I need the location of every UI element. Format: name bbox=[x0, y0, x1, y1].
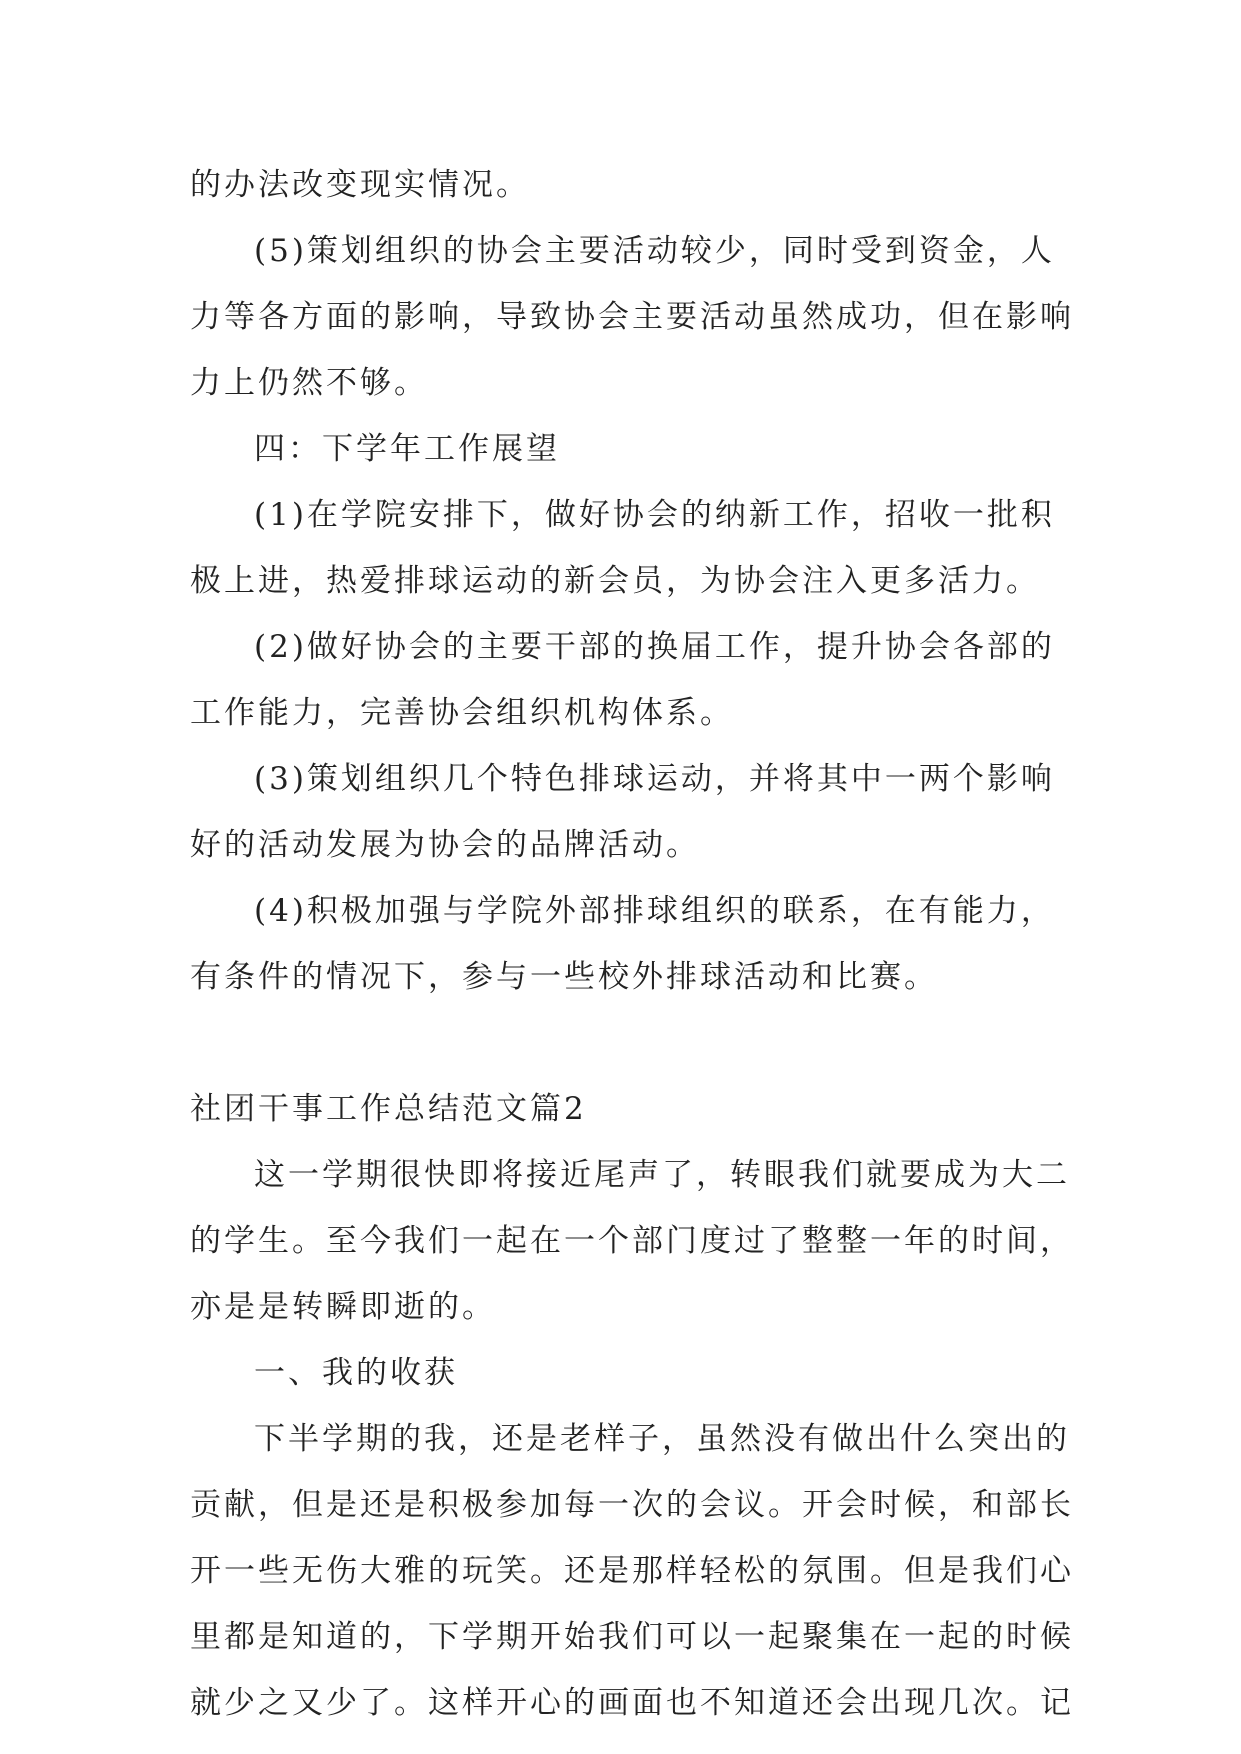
text-line: 开一些无伤大雅的玩笑。还是那样轻松的氛围。但是我们心 bbox=[190, 1553, 1074, 1589]
text-line: 就少之又少了。这样开心的画面也不知道还会出现几次。记 bbox=[190, 1685, 1074, 1721]
text-line: 贡献，但是还是积极参加每一次的会议。开会时候，和部长 bbox=[190, 1487, 1074, 1523]
text-line: 的学生。至今我们一起在一个部门度过了整整一年的时间， bbox=[190, 1223, 1074, 1259]
article-title: 社团干事工作总结范文篇2 bbox=[190, 1091, 587, 1127]
section-heading: 一、我的收获 bbox=[254, 1355, 458, 1391]
text-line: 里都是知道的，下学期开始我们可以一起聚集在一起的时候 bbox=[190, 1619, 1074, 1655]
text-line: 力上仍然不够。 bbox=[190, 365, 428, 401]
text-line: 的办法改变现实情况。 bbox=[190, 167, 530, 203]
text-line: (4)积极加强与学院外部排球组织的联系，在有能力， bbox=[254, 893, 1055, 929]
text-line: 力等各方面的影响，导致协会主要活动虽然成功，但在影响 bbox=[190, 299, 1074, 335]
text-line: 工作能力，完善协会组织机构体系。 bbox=[190, 695, 734, 731]
text-line: (1)在学院安排下，做好协会的纳新工作，招收一批积 bbox=[254, 497, 1055, 533]
text-line: 好的活动发展为协会的品牌活动。 bbox=[190, 827, 700, 863]
text-line: (2)做好协会的主要干部的换届工作，提升协会各部的 bbox=[254, 629, 1055, 665]
text-line: 亦是是转瞬即逝的。 bbox=[190, 1289, 496, 1325]
document-page bbox=[190, 152, 1074, 1736]
text-line: 下半学期的我，还是老样子，虽然没有做出什么突出的 bbox=[254, 1421, 1070, 1457]
section-heading: 四：下学年工作展望 bbox=[254, 431, 560, 467]
text-line: 这一学期很快即将接近尾声了，转眼我们就要成为大二 bbox=[254, 1157, 1070, 1193]
text-line: 有条件的情况下，参与一些校外排球活动和比赛。 bbox=[190, 959, 938, 995]
text-line: (3)策划组织几个特色排球运动，并将其中一两个影响 bbox=[254, 761, 1055, 797]
text-line: 极上进，热爱排球运动的新会员，为协会注入更多活力。 bbox=[190, 563, 1040, 599]
text-line: (5)策划组织的协会主要活动较少，同时受到资金，人 bbox=[254, 233, 1055, 269]
